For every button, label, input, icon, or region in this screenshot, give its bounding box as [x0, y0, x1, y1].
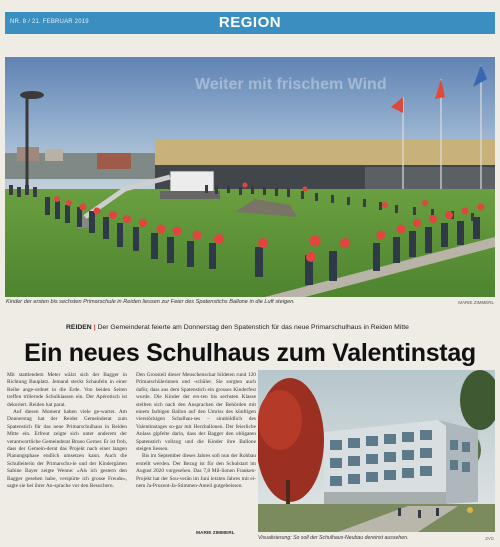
- article-author: MARIE ZIMMERL: [196, 531, 235, 536]
- body-column-2: [136, 372, 256, 491]
- kicker-text: Der Gemeinderat feierte am Donnerstag den Spatenstich für das neue Primarschulhaus in Reiden Mitte: [97, 324, 409, 331]
- photo-credit: MARIE ZIMMERL: [458, 300, 494, 305]
- section-band: [5, 12, 495, 34]
- body-paragraph: Den Grossteil dieser Menschenschar bildeten rund 120 Primarschülerinnen und -schüler. Sie sorgten auch dafür, dass aus dem Spatenstich ein grosses Kinderfest wurde. Die Kinder der ers-ten bis sechsten Klasse stellten sich nach den Ansprachen der Behörden mit einem farbigen Ballon auf den Umriss des künftigen vierstöckigen Schulhau-ses – sinnbildlich des Valentinstages so-gar mit Herzballonen. Der feierliche Anlass gipfelte darin, dass der Bagger den obligaten Spatenstich vollzog und die Kinder ihre Ballone steigen liessen.: [136, 372, 256, 453]
- section-title: REGION: [218, 14, 282, 31]
- body-paragraph: Mit stattlendem Meter wälzt sich der Bagger in Richtung Bauplatz. Jemand steckt Schaufeln in einer Reihe ange-ordnet in die Erde. Von beiden Seiten treffen trillernde Schulklassen ein. Der Apérotisch ist dekoriert. Reiden hat parat.: [7, 372, 127, 408]
- body-column-1: [7, 372, 127, 491]
- rendering-image: [258, 370, 495, 532]
- rendering-credit: ZVG: [485, 536, 494, 541]
- main-photo: [5, 57, 495, 297]
- sign-text: Weiter mit frischem Wind: [195, 76, 387, 93]
- article-headline: Ein neues Schulhaus zum Valentinstag: [24, 339, 476, 367]
- kicker-separator: |: [93, 324, 96, 331]
- photo-caption: Kinder der ersten bis sechsten Primarschule in Reiden liessen zur Feier des Spatenstichs Ballone in die Luft steigen.: [6, 299, 295, 305]
- kicker-tag: REIDEN: [66, 324, 92, 331]
- issue-meta: NR. 8 / 21. FEBRUAR 2019: [10, 19, 89, 25]
- article-kicker: [66, 324, 486, 331]
- body-paragraph: Auf diesen Moment haben viele ge-wartet. Am Donnerstag hat der Reider Gemeinderat zum Spatenstich für das neue Primarschulhaus in Reiden Mitte ein. Erfreut zeigte sich unter anderem der verantwortliche Gemeinderat Bruno Gerner. Er ist froh, dass der Gemein-derat das Projekt nach einer langen Planungsphase endlich umsetzen kann. Auch die Schulleiterin der Primarschu-le und der Kindergärten Sabine Bayer zeigte Wenne: «Als ich gestern den Bagger gesehen habe, verspürte ich grosse Freude», sagte sie bei ihrer An-sprache vor den Besuchern.: [7, 409, 127, 490]
- rendering-caption: Visualisierung: So soll der Schulhaus-Neubau dereinst aussehen.: [258, 535, 409, 541]
- body-paragraph: Bis im September dieses Jahres soll nun der Rohbau erstellt werden. Der Bezug ist für den Schulstart im August 2020 vorgesehen. Das 7,8 Mil-lionen Franken-Projekt hat der Sou-verän im Juni letzten Jahres mit ei-nem Ja-Prozent-Ja-Stimmen-Anteil gutgeheissen.: [136, 453, 256, 490]
